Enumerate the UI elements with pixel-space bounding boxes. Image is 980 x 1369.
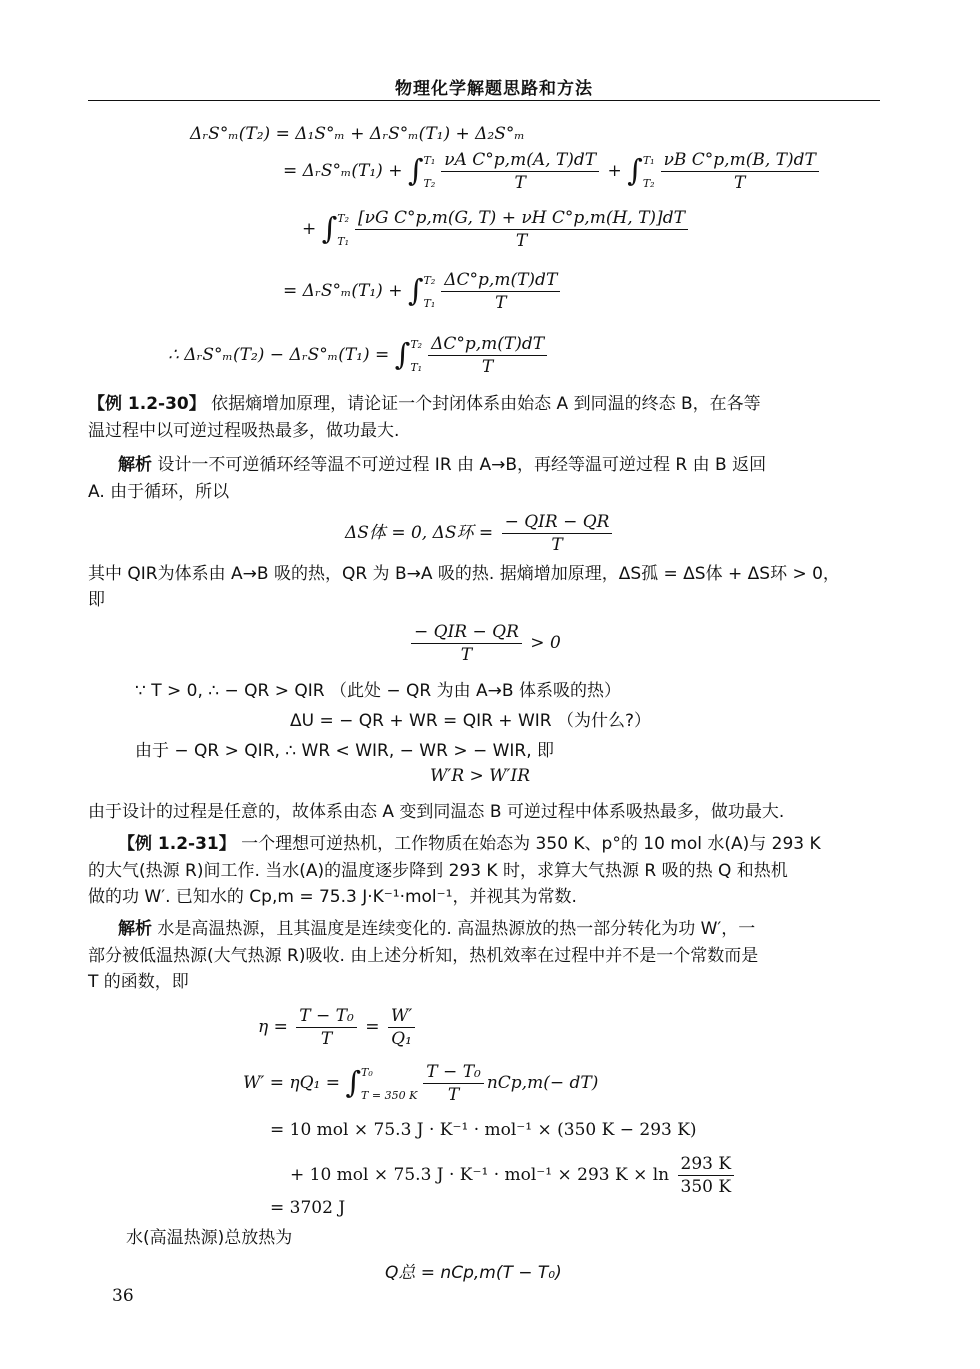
equation-inequality: $\frac{\text{− QIR − QR}}{T}$ > 0 bbox=[408, 622, 561, 665]
equation-entropy-delta-cp: = ΔᵣS°ₘ(T₁) + ∫ T₂ T₁ $\frac{\Delta C^\circ p,m(T)dT}{T}$ bbox=[283, 270, 563, 313]
conclusion-line: 由于设计的过程是任意的，故体系由态 A 变到同温态 B 可逆过程中体系吸热最多，做功最大. bbox=[88, 802, 785, 822]
equation-entropy-cycle: ΔS体 = 0, ΔS环 = $\frac{\text{− QIR − QR}}{T}$ bbox=[345, 512, 615, 555]
equation-efficiency: η = $\frac{\text{T − T₀}}{T}$ = $\frac{W'}{\text{Q₁}}$ bbox=[258, 1006, 418, 1049]
solution-label: 解析 bbox=[118, 455, 152, 475]
equation-work-line-2: = 10 mol × 75.3 J · K⁻¹ · mol⁻¹ × (350 K − 293 K) bbox=[270, 1120, 697, 1140]
solution-30-line-2: A. 由于循环，所以 bbox=[88, 482, 230, 502]
where-line-1: 其中 QIR为体系由 A→B 吸的热，QR 为 B→A 吸的热. 据熵增加原理，ΔS孤 = ΔS体 + ΔS环 > 0， bbox=[88, 564, 840, 584]
equation-entropy-difference: ∴ ΔᵣS°ₘ(T₂) − ΔᵣS°ₘ(T₁) = ∫ T₂ T₁ $\frac{\Delta C^\circ p,m(T)dT}{T}$ bbox=[168, 334, 550, 377]
example-31-label: 【例 1.2-31】 bbox=[118, 834, 236, 854]
work-comparison: W′R > W′IR bbox=[430, 766, 531, 786]
equation-total-heat: Q总 = nCp,m(T − T₀) bbox=[385, 1263, 562, 1283]
example-30-label: 【例 1.2-30】 bbox=[88, 394, 206, 414]
example-30-line-1: 【例 1.2-30】 依据熵增加原理，请论证一个封闭体系由始态 A 到同温的终态 B，在各等 bbox=[88, 394, 761, 414]
example-31-line-3: 做的功 W′. 已知水的 Cp,m = 75.3 J·K⁻¹·mol⁻¹，并视其为常数. bbox=[88, 887, 577, 907]
since-line: ∵ T > 0, ∴ − QR > QIR （此处 − QR 为由 A→B 体系吸的热） bbox=[135, 681, 621, 701]
example-31-line-1: 【例 1.2-31】 一个理想可逆热机，工作物质在始态为 350 K、p°的 10 mol 水(A)与 293 K bbox=[118, 834, 821, 854]
equation-work-result: = 3702 J bbox=[270, 1198, 346, 1218]
equation-entropy-t2: ΔᵣS°ₘ(T₂) = Δ₁S°ₘ + ΔᵣS°ₘ(T₁) + Δ₂S°ₘ bbox=[190, 124, 525, 144]
solution-30-line-1: 解析 设计一不可逆循环经等温不可逆过程 IR 由 A→B，再经等温可逆过程 R 由 B 返回 bbox=[118, 455, 767, 475]
internal-energy-line: ΔU = − QR + WR = QIR + WIR （为什么?） bbox=[290, 711, 652, 731]
water-total-heat-text: 水(高温热源)总放热为 bbox=[126, 1228, 293, 1248]
solution-31-line-1: 解析 水是高温热源，且其温度是连续变化的. 高温热源放的热一部分转化为功 W′，一 bbox=[118, 919, 756, 939]
example-31-line-2: 的大气(热源 R)间工作. 当水(A)的温度逐步降到 293 K 时，求算大气热源 R 吸的热 Q 和热机 bbox=[88, 861, 788, 881]
equation-entropy-expansion: = ΔᵣS°ₘ(T₁) + ∫ T₁ T₂ $\frac{\text{νA C°p,m(A, T)dT}}{T}$ + ∫ T₁ T₂ $\frac{\text{νB C°p,m(B, T)dT}}{T}$ bbox=[283, 150, 822, 193]
equation-work-integral: W′ = ηQ₁ = ∫ T₀ T = 350 K $\frac{\text{T − T₀}}{T}$ nCp,m(− dT) bbox=[243, 1062, 599, 1105]
header-rule bbox=[88, 100, 880, 101]
solution-31-line-3: T 的函数，即 bbox=[88, 972, 189, 992]
page-number: 36 bbox=[112, 1286, 134, 1306]
due-line: 由于 − QR > QIR, ∴ WR < WIR, − WR > − WIR, 即 bbox=[135, 741, 555, 761]
example-30-line-2: 温过程中以可逆过程吸热最多，做功最大. bbox=[88, 421, 400, 441]
running-header: 物理化学解题思路和方法 bbox=[395, 79, 593, 99]
solution-label-31: 解析 bbox=[118, 919, 152, 939]
where-line-2: 即 bbox=[88, 590, 105, 610]
equation-entropy-products: + ∫ T₂ T₁ $\frac{\text{[νG C°p,m(G, T) + νH C°p,m(H, T)]dT}}{T}$ bbox=[302, 208, 691, 251]
equation-work-line-3: + 10 mol × 75.3 J · K⁻¹ · mol⁻¹ × 293 K × ln $\frac{293 K}{350 K}$ bbox=[290, 1154, 737, 1197]
solution-31-line-2: 部分被低温热源(大气热源 R)吸收. 由上述分析知，热机效率在过程中并不是一个常数而是 bbox=[88, 946, 759, 966]
